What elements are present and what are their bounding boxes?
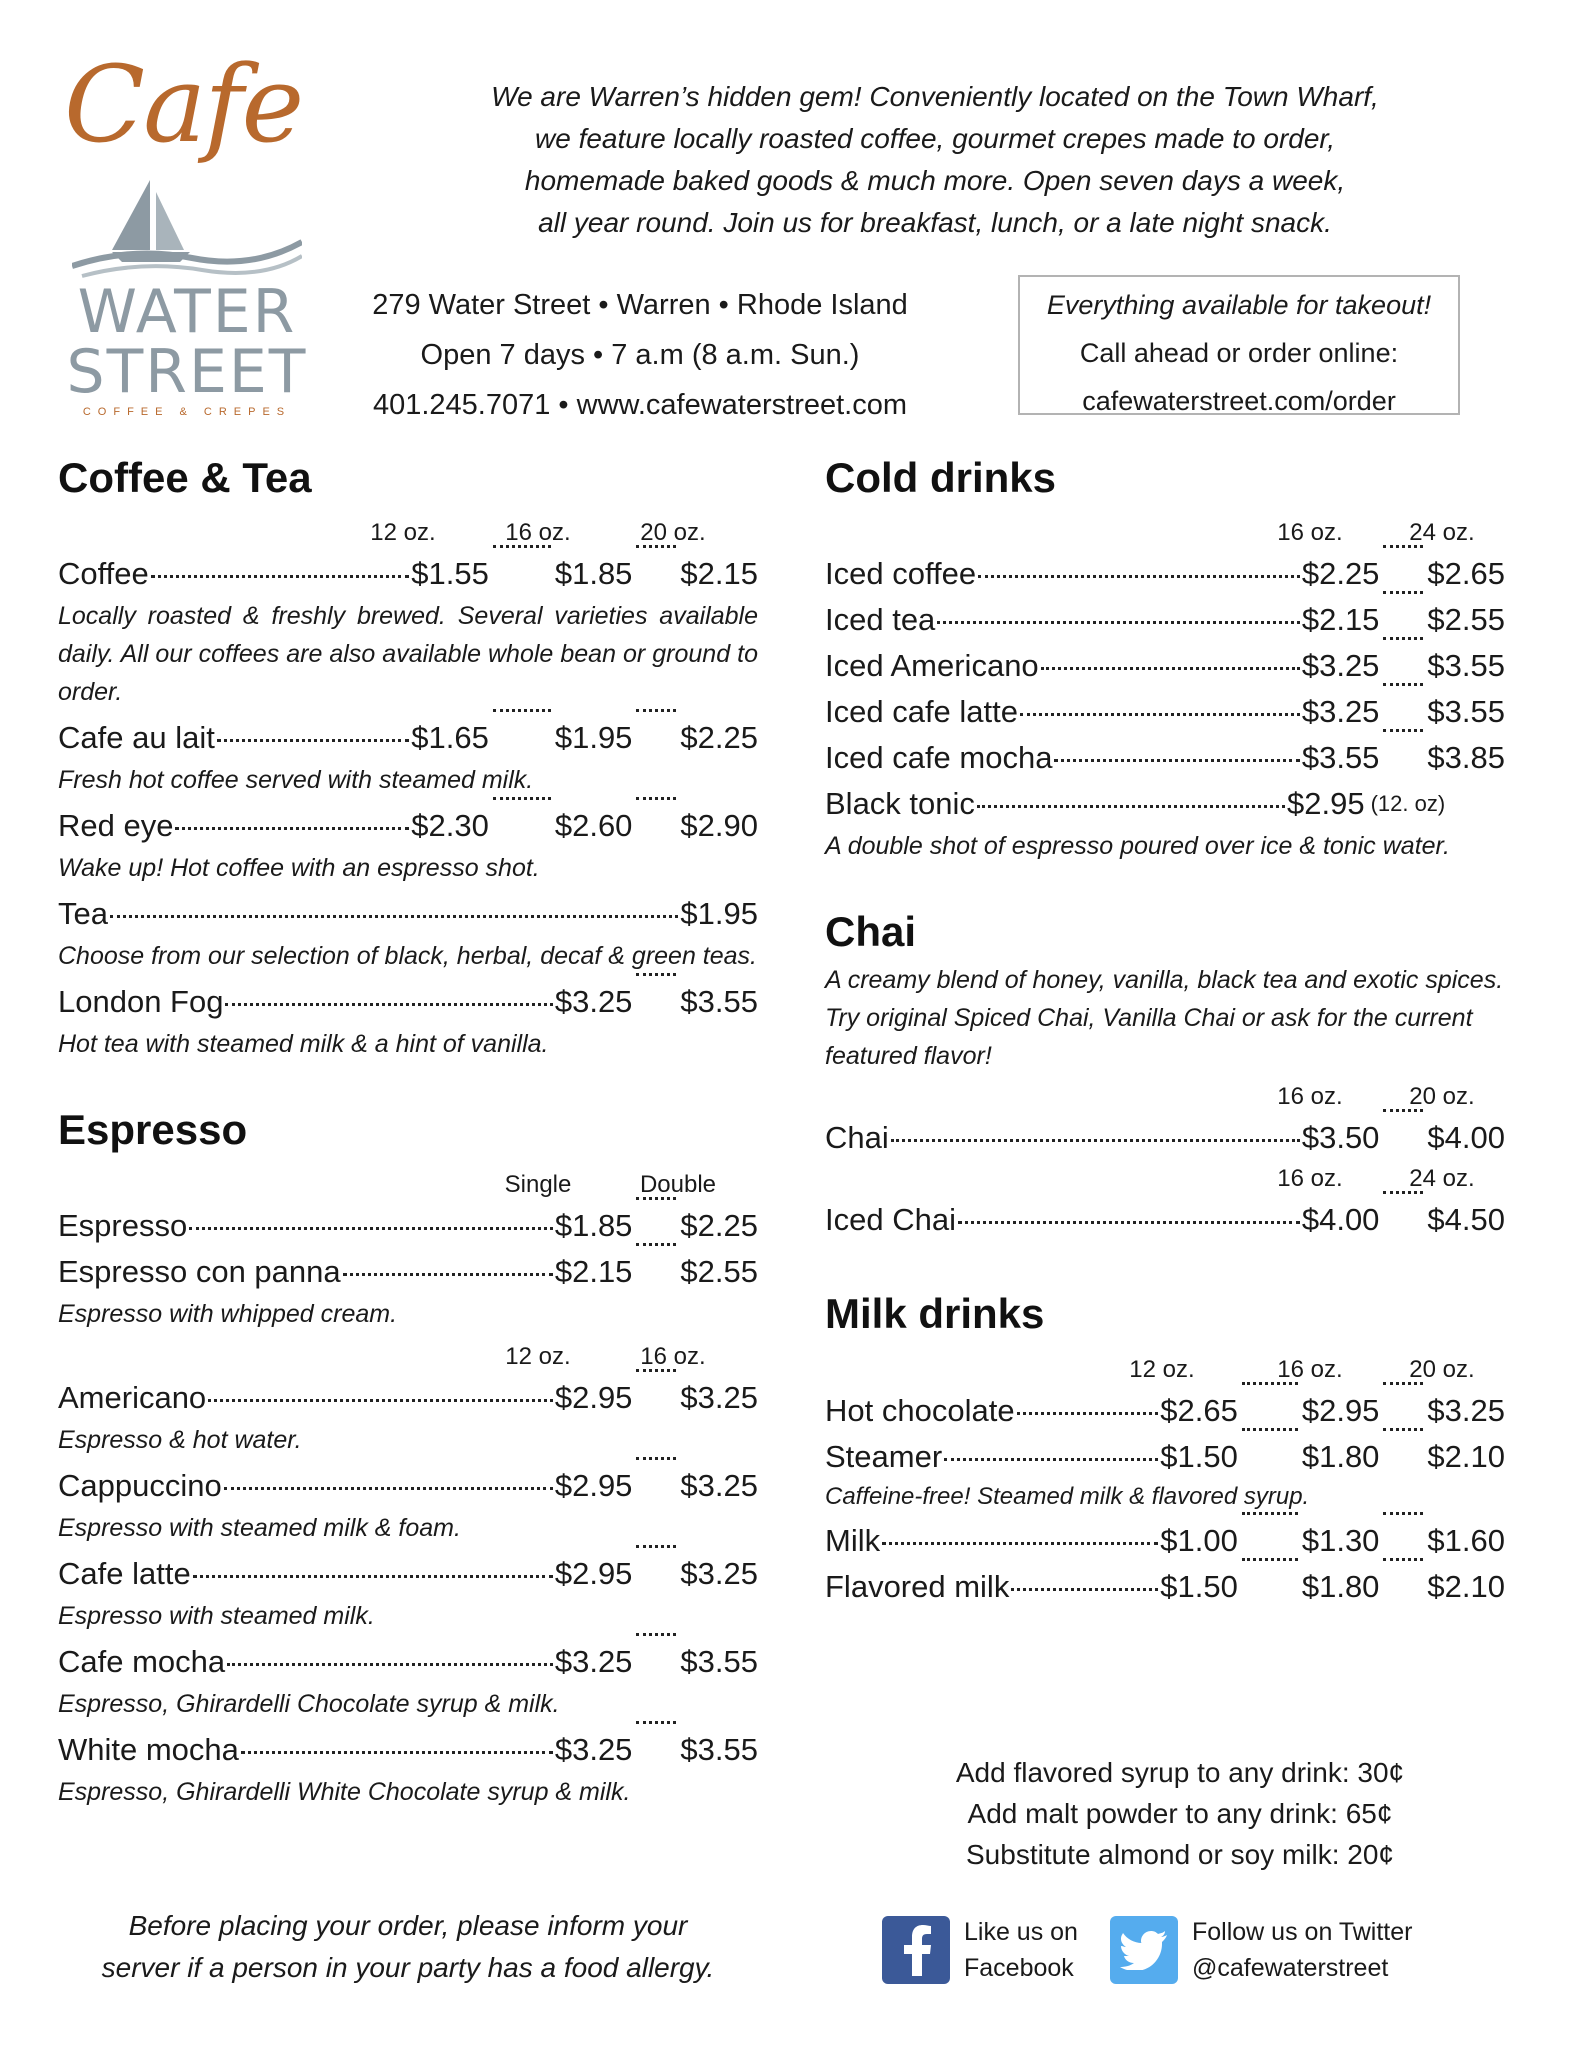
item-name: Iced Americano <box>825 648 1039 684</box>
item-name: Iced cafe latte <box>825 694 1019 730</box>
item-description: Espresso, Ghirardelli White Chocolate syrup & milk. <box>58 1778 631 1807</box>
size-label: Single <box>504 1171 572 1199</box>
milk-drinks-section <box>825 1291 1505 1609</box>
item-price: $2.95 <box>554 1556 633 1592</box>
size-label: Double <box>639 1171 717 1199</box>
item-price: $2.95 <box>554 1380 633 1416</box>
allergy-notice <box>58 1905 758 1989</box>
section-title: Cold drinks <box>825 454 1057 501</box>
item-price: $2.15 <box>680 556 758 592</box>
section-title: Milk drinks <box>825 1290 1045 1338</box>
twitter-link[interactable] <box>1110 1914 1412 1986</box>
item-name: Iced tea <box>825 602 936 638</box>
sailboat-icon <box>72 172 302 282</box>
add-ons <box>880 1752 1480 1875</box>
item-description: Wake up! Hot coffee with an espresso shot. <box>58 854 540 883</box>
size-label: 16 oz. <box>505 519 571 547</box>
item-price: $2.25 <box>680 1208 758 1244</box>
item-price: $1.80 <box>1301 1568 1380 1604</box>
item-price: $4.50 <box>1427 1202 1505 1238</box>
item-name: Espresso <box>58 1208 188 1244</box>
size-label: 12 oz. <box>370 519 436 547</box>
item-price: $1.60 <box>1427 1522 1505 1558</box>
item-price: $2.25 <box>680 720 758 756</box>
logo-street-text: STREET <box>66 337 308 407</box>
logo-water-text: WATER <box>77 277 297 347</box>
menu-item <box>825 1434 1505 1480</box>
item-name: Milk <box>825 1522 881 1558</box>
item-name: White mocha <box>58 1732 239 1768</box>
item-price: $3.25 <box>554 1732 633 1768</box>
item-description: Caffeine-free! Steamed milk & flavored syrup. <box>825 1482 1310 1510</box>
item-name: Cafe au lait <box>58 720 215 756</box>
menu-item <box>58 1727 758 1773</box>
item-name: Steamer <box>825 1438 943 1474</box>
phone-website-line[interactable]: 401.245.7071 • www.cafewaterstreet.com <box>372 389 908 421</box>
intro-line: we feature locally roasted coffee, gourmet crepes made to order, <box>535 123 1335 154</box>
intro-line: all year round. Join us for breakfast, lunch, or a late night snack. <box>538 207 1332 238</box>
item-name: Red eye <box>58 808 174 844</box>
item-price: $3.55 <box>1427 648 1505 684</box>
item-price: $3.25 <box>1301 648 1380 684</box>
menu-item <box>58 803 758 849</box>
intro-line: homemade baked goods & much more. Open seven days a week, <box>524 165 1346 196</box>
coffee-tea-section <box>58 455 758 1063</box>
hours-line: Open 7 days • 7 a.m (8 a.m. Sun.) <box>420 339 860 371</box>
item-description: Fresh hot coffee served with steamed milk. <box>58 766 534 795</box>
item-price: $3.25 <box>680 1380 758 1416</box>
item-description: A double shot of espresso poured over ice & tonic water. <box>825 832 1450 861</box>
item-description: Locally roasted & freshly brewed. Several varieties available daily. All our coffees are also available whole bean or ground to order. <box>58 602 758 707</box>
menu-item <box>825 735 1505 781</box>
item-price: $2.55 <box>1427 602 1505 638</box>
menu-item <box>58 1249 758 1295</box>
allergy-line: server if a person in your party has a food allergy. <box>101 1952 715 1983</box>
item-name: Hot chocolate <box>825 1392 1015 1428</box>
item-price: $2.15 <box>1301 602 1380 638</box>
size-label: 20 oz. <box>640 519 706 547</box>
menu-item <box>58 715 758 761</box>
item-description: Espresso & hot water. <box>58 1426 302 1455</box>
item-price: $1.80 <box>1301 1438 1380 1474</box>
item-price: $4.00 <box>1427 1120 1505 1156</box>
logo-subtitle: COFFEE & CREPES <box>82 406 292 418</box>
item-price: $1.55 <box>411 556 489 592</box>
menu-item <box>825 781 1505 827</box>
takeout-call-ahead: Call ahead or order online: <box>1079 338 1399 368</box>
menu-item <box>825 1197 1505 1243</box>
menu-item <box>58 891 758 937</box>
size-label: 16 oz. <box>1277 1355 1343 1383</box>
section-title: Espresso <box>58 1106 248 1154</box>
twitter-line: Follow us on Twitter <box>1192 1918 1413 1946</box>
section-title: Coffee & Tea <box>58 454 312 501</box>
facebook-line: Facebook <box>964 1954 1074 1982</box>
allergy-line: Before placing your order, please inform your <box>128 1910 688 1941</box>
item-price: $1.65 <box>411 720 489 756</box>
menu-item <box>58 551 758 597</box>
item-name: Americano <box>58 1380 207 1416</box>
item-price: $3.55 <box>680 984 758 1020</box>
size-label: 24 oz. <box>1409 519 1475 547</box>
item-price: $1.85 <box>554 1208 633 1244</box>
item-name: Iced cafe mocha <box>825 740 1053 776</box>
item-price: $2.25 <box>1301 556 1380 592</box>
item-description: Espresso, Ghirardelli Chocolate syrup & milk. <box>58 1690 560 1719</box>
item-price: $3.25 <box>1301 694 1380 730</box>
size-label: 20 oz. <box>1409 1083 1475 1111</box>
item-description: Espresso with steamed milk. <box>58 1602 375 1631</box>
item-price: $3.50 <box>1301 1120 1380 1156</box>
facebook-line: Like us on <box>964 1918 1078 1946</box>
item-name: Black tonic <box>825 786 975 822</box>
item-price: $2.10 <box>1427 1568 1505 1604</box>
add-on-line: Add malt powder to any drink: 65¢ <box>967 1798 1393 1829</box>
item-price: $2.65 <box>1427 556 1505 592</box>
logo-cafe-text: Cafe <box>64 43 303 166</box>
item-name: Iced coffee <box>825 556 977 592</box>
item-price: $3.25 <box>554 1644 633 1680</box>
section-title: Chai <box>825 908 917 956</box>
item-description: Espresso with steamed milk & foam. <box>58 1514 461 1543</box>
item-price: $2.95 <box>1287 786 1365 822</box>
item-price: $4.00 <box>1301 1202 1380 1238</box>
item-name: Iced Chai <box>825 1202 956 1238</box>
item-price: $2.95 <box>1301 1392 1380 1428</box>
size-label: 16 oz. <box>640 1343 706 1371</box>
size-label: 20 oz. <box>1409 1355 1475 1383</box>
item-price: $1.95 <box>554 720 633 756</box>
size-label: 24 oz. <box>1409 1165 1475 1193</box>
takeout-box <box>1018 275 1460 415</box>
intro-paragraph <box>410 76 1460 244</box>
cafe-logo <box>62 43 312 418</box>
item-price: $1.30 <box>1301 1522 1380 1558</box>
size-label: 16 oz. <box>1277 1165 1343 1193</box>
size-note: (12. oz) <box>1370 791 1446 817</box>
item-name: Chai <box>825 1120 889 1156</box>
menu-item <box>58 979 758 1025</box>
item-price: $3.25 <box>1427 1392 1505 1428</box>
item-price: $2.65 <box>1160 1392 1238 1428</box>
item-name: Cafe latte <box>58 1556 191 1592</box>
item-price: $1.95 <box>680 896 758 932</box>
menu-item <box>58 1639 758 1685</box>
menu-item <box>58 1375 758 1421</box>
item-name: Tea <box>58 896 108 932</box>
item-description: Hot tea with steamed milk & a hint of vanilla. <box>58 1030 549 1059</box>
espresso-section <box>58 1107 758 1811</box>
add-on-line: Add flavored syrup to any drink: 30¢ <box>955 1757 1405 1788</box>
twitter-handle: @cafewaterstreet <box>1192 1954 1389 1982</box>
menu-item <box>825 1115 1505 1161</box>
item-price: $2.60 <box>554 808 633 844</box>
item-price: $3.55 <box>680 1644 758 1680</box>
item-price: $2.90 <box>680 808 758 844</box>
item-name: Cappuccino <box>58 1468 222 1504</box>
twitter-icon[interactable] <box>1110 1916 1178 1984</box>
contact-info <box>340 280 940 430</box>
item-name: Coffee <box>58 556 149 592</box>
right-column <box>825 455 1505 1610</box>
item-price: $1.00 <box>1160 1522 1238 1558</box>
item-price: $3.55 <box>1427 694 1505 730</box>
item-price: $3.85 <box>1427 740 1505 776</box>
item-price: $3.55 <box>1301 740 1380 776</box>
size-label: 12 oz. <box>1129 1355 1195 1383</box>
size-label: 16 oz. <box>1277 519 1343 547</box>
intro-line: We are Warren’s hidden gem! Conveniently located on the Town Wharf, <box>491 81 1379 112</box>
cold-drinks-section <box>825 455 1505 865</box>
left-column <box>58 455 758 1815</box>
size-label: 12 oz. <box>505 1343 571 1371</box>
item-price: $3.25 <box>680 1468 758 1504</box>
item-name: Flavored milk <box>825 1568 1010 1604</box>
menu-item <box>58 1463 758 1509</box>
facebook-link[interactable] <box>882 1914 1078 1986</box>
item-price: $2.10 <box>1427 1438 1505 1474</box>
item-price: $3.25 <box>680 1556 758 1592</box>
item-description: Choose from our selection of black, herbal, decaf & green teas. <box>58 942 757 971</box>
menu-item <box>825 1564 1505 1610</box>
takeout-order-link[interactable]: cafewaterstreet.com/order <box>1082 386 1396 416</box>
item-price: $3.25 <box>554 984 633 1020</box>
item-price: $3.55 <box>680 1732 758 1768</box>
item-name: London Fog <box>58 984 224 1020</box>
item-price: $2.30 <box>411 808 489 844</box>
chai-description: A creamy blend of honey, vanilla, black tea and exotic spices. Try original Spiced Chai, Vanilla Chai or ask for the current featured flavor! <box>825 966 1504 1071</box>
item-price: $2.15 <box>554 1254 633 1290</box>
item-price: $2.95 <box>554 1468 633 1504</box>
chai-section <box>825 909 1505 1243</box>
takeout-headline: Everything available for takeout! <box>1046 290 1432 320</box>
item-price: $2.55 <box>680 1254 758 1290</box>
item-name: Espresso con panna <box>58 1254 341 1290</box>
item-price: $1.50 <box>1160 1568 1238 1604</box>
item-price: $1.50 <box>1160 1438 1238 1474</box>
item-price: $1.85 <box>554 556 633 592</box>
item-name: Cafe mocha <box>58 1644 226 1680</box>
menu-item <box>58 1551 758 1597</box>
item-description: Espresso with whipped cream. <box>58 1300 398 1329</box>
add-on-line: Substitute almond or soy milk: 20¢ <box>966 1839 1394 1870</box>
facebook-icon[interactable] <box>882 1916 950 1984</box>
size-label: 16 oz. <box>1277 1083 1343 1111</box>
address-line: 279 Water Street • Warren • Rhode Island <box>372 289 908 321</box>
